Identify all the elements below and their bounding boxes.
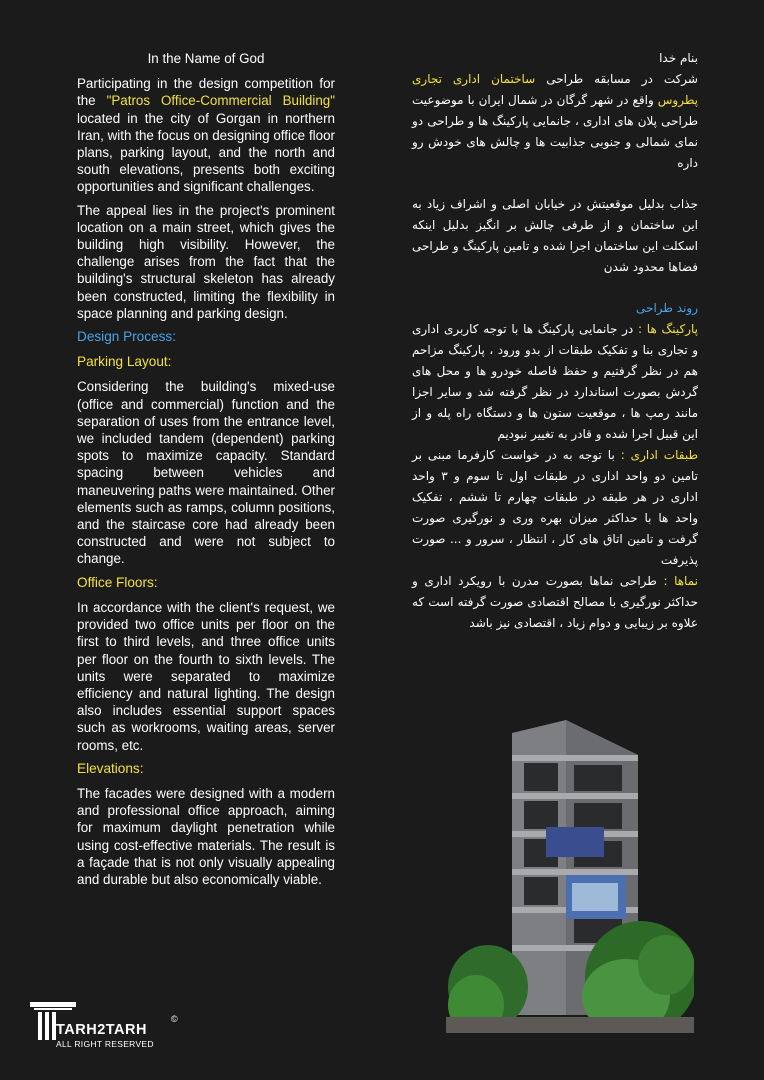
persian-facade-heading: نماها :	[663, 574, 698, 588]
english-intro-paragraph	[77, 75, 335, 195]
design-process-heading: Design Process:	[77, 329, 176, 345]
intro-text-end: located in the city of Gorgan in northern Iran, with the focus on designing office floor plans, parking layout, and the north and south elevations, presents both exciting opportunities and significant challenges.	[77, 110, 335, 195]
building-illustration	[446, 715, 694, 1033]
persian-facade-text: طراحی نماها بصورت مدرن با رویکرد اداری و حداکثر نورگیری با مصالح اقتصادی صورت گرفته است که علاوه بر زیبایی و دوام زیاد ، اقتصادی نیز باشد	[412, 574, 698, 630]
persian-appeal-paragraph: جذاب بدلیل موقعیتش در خیابان اصلی و اشراف زیاد به این ساختمان و از طرفی چالش بر انگیز بدلیل اینکه اسکلت این ساختمان اجرا شده و تامین پارکینگ و طراحی فضاها محدود شدن	[412, 197, 698, 274]
parking-heading: Parking Layout:	[77, 354, 172, 370]
persian-office-text: با توجه به در خواست کارفرما مبنی بر تامین دو واحد اداری در طبقات اول تا سوم و ۳ واحد اداری در هر طبقه در طبقات چهارم تا ششم ، تفکیک واحد ها با حداکثر میزان بهره وری و نورگیری صورت گرفت و تامین اتاق های کار ، انتظار ، سرور و ... صورت پذیرفت	[412, 448, 698, 567]
office-floors-heading: Office Floors:	[77, 574, 158, 590]
persian-title: بنام خدا	[659, 51, 698, 65]
english-column	[77, 50, 335, 894]
persian-office-paragraph	[412, 445, 698, 571]
english-title: In the Name of God	[147, 51, 265, 66]
persian-project-name: ساختمان اداری تجاری پطروس	[412, 72, 698, 107]
intro-text-start: Participating in the design competition for the	[77, 76, 335, 109]
persian-parking-heading: پارکینگ ها :	[638, 322, 698, 336]
parking-paragraph: Considering the building's mixed-use (office and commercial) function and the separation of uses from the entrance level, we included tandem (dependent) parking spots to maximize capacity. Standard spacing between vehicles and maneuvering paths were maintained. Other elements such as ramps, column positions, and the staircase core had already been constructed and were not subject to change.	[77, 379, 335, 567]
english-appeal-paragraph: The appeal lies in the project's prominent location on a main street, which gives the building high visibility. However, the challenge arises from the fact that the building's structural skeleton has already been constructed, limiting the flexibility in space planning and parking design.	[77, 202, 335, 321]
persian-column	[412, 48, 698, 634]
persian-parking-text: در جانمایی پارکینگ ها با توجه کاربری اداری و تجاری بنا و تفکیک طبقات از بدو ورود ، پارکینگ مزاحم هم در نظر گرفتیم و حفظ فاصله خودرو ها و محل های گردش بصورت استاندارد در نظر گرفته شد و سایر اجزا مانند رمپ ها ، موقعیت ستون ها و دستگاه راه پله و از این قبیل اجرا شده و قادر به تغییر نبودیم	[412, 322, 698, 441]
persian-facade-paragraph	[412, 571, 698, 634]
persian-intro-end: واقع در شهر گرگان در شمال ایران با موضوعیت طراحی پلان های اداری ، جانمایی پارکینگ ها و طراحی دو نمای شمالی و جنوبی جذابیت ها و چالش های خودش رو داره	[412, 93, 698, 170]
persian-intro-start: شرکت در مسابقه طراحی	[535, 72, 698, 86]
project-name: "Patros Office-Commercial Building"	[106, 93, 335, 109]
elevations-paragraph: The facades were designed with a modern and professional office approach, aiming for maximum daylight penetration while using cost-effective materials. The result is a façade that is not only visually appealing and durable but also economically viable.	[77, 785, 335, 887]
persian-design-process-heading: روند طراحی	[636, 301, 698, 315]
office-floors-paragraph: In accordance with the client's request, we provided two office units per floor on the first to third levels, and three office units per floor on the fourth to sixth levels. The units were separated to maximize efficiency and natural lighting. The design also includes essential support spaces such as workrooms, waiting areas, server rooms, etc.	[77, 599, 335, 753]
logo-name: TARH2TARH	[56, 1022, 147, 1038]
logo-copyright: ©	[171, 1014, 178, 1024]
logo-tagline: ALL RIGHT RESERVED	[56, 1039, 154, 1049]
elevations-heading: Elevations:	[77, 760, 144, 776]
building-photo	[446, 715, 694, 1033]
persian-parking-paragraph	[412, 319, 698, 445]
persian-office-heading: طبقات اداری :	[620, 448, 699, 462]
persian-intro-paragraph	[412, 69, 698, 174]
